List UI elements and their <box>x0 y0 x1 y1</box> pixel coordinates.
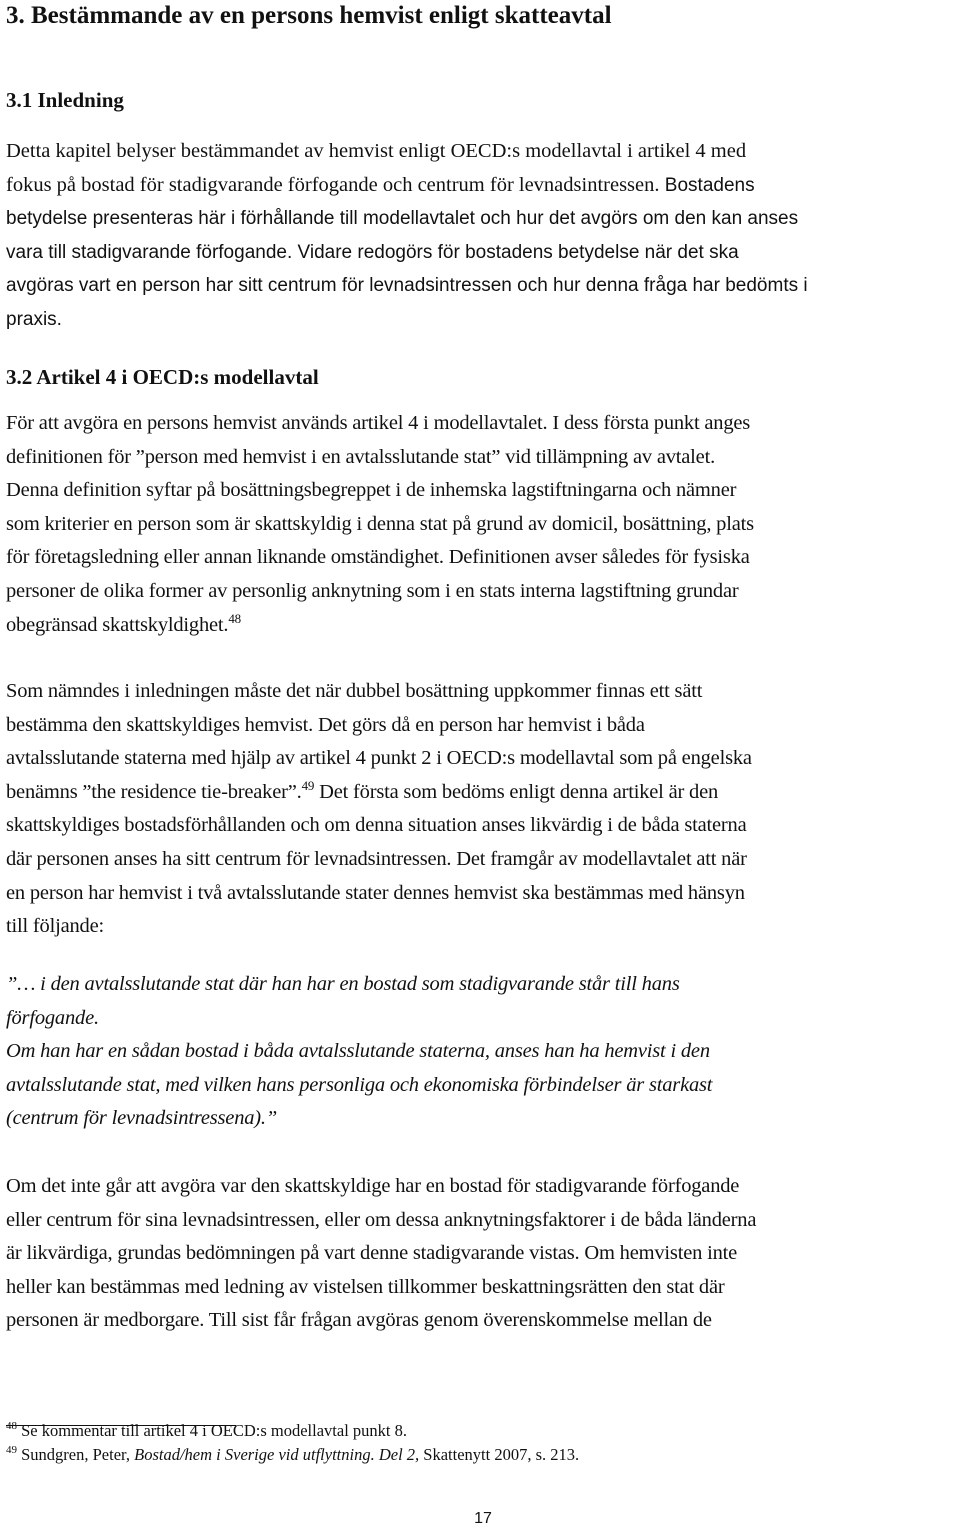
text-line: benämns ”the residence tie-breaker”. <box>6 780 302 803</box>
text-line: personer de olika former av personlig anknytning som i en stats interna lagstiftning grundar <box>6 579 739 602</box>
section-heading-artikel-4: 3.2 Artikel 4 i OECD:s modellavtal <box>6 365 319 389</box>
text-line: Om det inte går att avgöra var den skattskyldige har en bostad för stadigvarande förfogande <box>6 1175 740 1197</box>
text-line: där personen anses ha sitt centrum för levnadsintressen. Det framgår av modellavtalet att när <box>6 847 747 870</box>
footnote-title: Bostad/hem i Sverige vid utflyttning. Del 2, <box>134 1445 420 1464</box>
text-line: avgöras vart en person har sitt centrum för levnadsintressen och hur denna fråga har bedömts i <box>6 275 808 297</box>
text-line: personen är medborgare. Till sist får frågan avgöras genom överenskommelse mellan de <box>6 1309 712 1332</box>
text-line: definitionen för ”person med hemvist i en avtalsslutande stat” vid tillämpning av avtalet. <box>6 445 715 468</box>
text-line: Bostadens <box>659 174 755 196</box>
text-line: Som nämndes i inledningen måste det när dubbel bosättning uppkommer finnas ett sätt <box>6 680 703 702</box>
text-line: eller centrum för sina levnadsintressen, eller om dessa anknytningsfaktorer i de båda länderna <box>6 1208 757 1231</box>
footnote-48 <box>6 1420 407 1442</box>
text-line: Detta kapitel belyser bestämmandet av hemvist enligt OECD:s modellavtal i artikel 4 med <box>6 140 747 162</box>
text-line: vara till stadigvarande förfogande. <box>6 241 293 263</box>
text-line: avtalsslutande staterna med hjälp av artikel 4 punkt 2 i OECD:s modellavtal som på engelska <box>6 747 752 770</box>
text-line: bestämma den skattskyldiges hemvist. Det görs då en person har hemvist i båda <box>6 713 645 736</box>
text-line: fokus på bostad för stadigvarande förfogande och centrum för levnadsintressen. <box>6 173 660 196</box>
quote-line: förfogande. <box>6 1006 99 1029</box>
text-line: som kriterier en person som är skattskyldig i denna stat på grund av domicil, bosättning, plats <box>6 512 754 535</box>
text-line: betydelse presenteras här i förhållande till modellavtalet och hur det avgörs om den kan anses <box>6 208 799 230</box>
quote-line: ”… i den avtalsslutande stat där han har en bostad som stadigvarande står till hans <box>6 973 680 995</box>
footnote-text: Se kommentar till artikel 4 i OECD:s modellavtal punkt 8. <box>21 1421 407 1440</box>
block-quote <box>6 968 956 1136</box>
paragraph-tie-breaker <box>6 675 956 944</box>
page-number: 17 <box>474 1510 492 1527</box>
text-line: obegränsad skattskyldighet. <box>6 613 229 636</box>
quote-line: avtalsslutande stat, med vilken hans personliga och ekonomiska förbindelser är starkast <box>6 1073 713 1096</box>
quote-line: (centrum för levnadsintressena).” <box>6 1107 278 1130</box>
quote-line: Om han har en sådan bostad i båda avtalsslutande staterna, anses han ha hemvist i den <box>6 1040 710 1063</box>
text-line: Denna definition syftar på bosättningsbegreppet i de inhemska lagstiftningarna och nämner <box>6 479 737 502</box>
footnote-reference-49[interactable]: 49 <box>301 777 315 793</box>
paragraph-inledning <box>6 135 956 337</box>
footnote-reference-48[interactable]: 48 <box>228 610 241 626</box>
text-line: Det första som bedöms enligt denna artikel är den <box>314 780 719 803</box>
text-line: Vidare redogörs för bostadens betydelse när det ska <box>292 241 739 263</box>
footnote-number: 48 <box>6 1420 17 1432</box>
footnote-number: 49 <box>6 1444 17 1456</box>
text-line: skattskyldiges bostadsförhållanden och om denna situation anses likvärdig i de båda staterna <box>6 814 747 837</box>
paragraph-remaining-criteria <box>6 1170 956 1338</box>
text-line: heller kan bestämmas med ledning av vistelsen tillkommer beskattningsrätten den stat där <box>6 1275 725 1298</box>
text-line: en person har hemvist i två avtalsslutande stater dennes hemvist ska bestämmas med hänsyn <box>6 881 745 904</box>
footnote-text: Skattenytt 2007, s. 213. <box>419 1445 580 1464</box>
text-line: praxis. <box>6 308 62 330</box>
footnote-text: Sundgren, Peter, <box>21 1445 135 1464</box>
section-heading-inledning: 3.1 Inledning <box>6 88 124 112</box>
text-line: är likvärdiga, grundas bedömningen på vart denne stadigvarande vistas. Om hemvisten inte <box>6 1242 738 1265</box>
text-line: till följande: <box>6 915 104 938</box>
chapter-heading: 3. Bestämmande av en persons hemvist enligt skatteavtal <box>6 2 612 29</box>
text-line: för företagsledning eller annan liknande omständighet. Definitionen avser således för fysiska <box>6 546 750 569</box>
paragraph-artikel-4 <box>6 407 956 642</box>
footnote-49 <box>6 1444 579 1466</box>
text-line: För att avgöra en persons hemvist används artikel 4 i modellavtalet. I dess första punkt anges <box>6 412 751 434</box>
